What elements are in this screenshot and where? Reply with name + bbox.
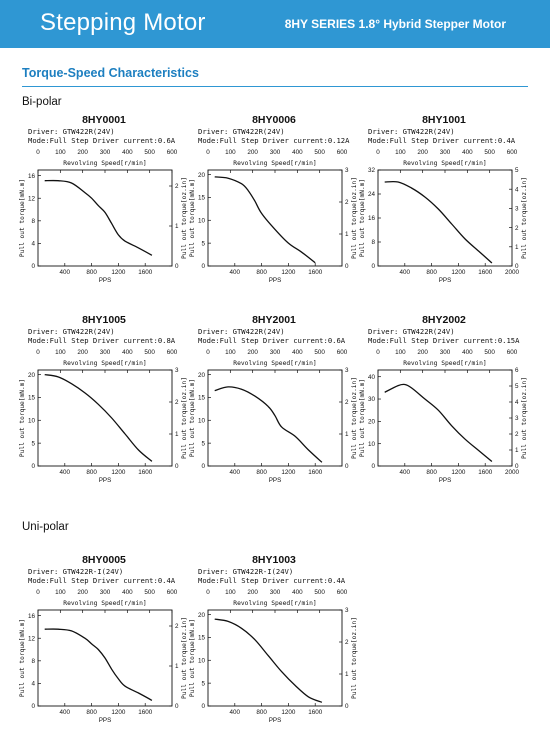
chart-driver-label: Driver: GTW422R(24V) bbox=[198, 127, 285, 136]
torque-curve bbox=[45, 375, 152, 462]
y2-tick-label: 2 bbox=[345, 199, 349, 207]
chart-title: 8HY0005 bbox=[82, 554, 126, 566]
y-tick-label: 15 bbox=[197, 634, 205, 642]
top-tick-label: 0 bbox=[206, 149, 210, 156]
y-tick-label: 8 bbox=[31, 218, 35, 226]
torque-curve bbox=[215, 177, 316, 263]
top-axis-label: Revolving Speed[r/min] bbox=[63, 600, 147, 607]
top-axis-label: Revolving Speed[r/min] bbox=[63, 160, 147, 167]
x-tick-label: 1600 bbox=[308, 469, 323, 476]
x-axis-label: PPS bbox=[268, 277, 282, 284]
top-tick-label: 400 bbox=[122, 349, 133, 356]
top-tick-label: 600 bbox=[336, 349, 348, 356]
top-tick-label: 100 bbox=[55, 589, 66, 596]
top-tick-label: 500 bbox=[314, 349, 325, 356]
top-tick-label: 100 bbox=[55, 349, 66, 356]
chart-8hy0001 bbox=[19, 114, 202, 284]
y-tick-label: 0 bbox=[31, 703, 35, 711]
chart-svg bbox=[189, 114, 372, 284]
y-tick-label: 0 bbox=[201, 463, 205, 471]
y-tick-label: 16 bbox=[367, 215, 375, 223]
y2-tick-label: 2 bbox=[345, 399, 349, 407]
top-tick-label: 200 bbox=[417, 349, 428, 356]
x-tick-label: 400 bbox=[59, 269, 71, 276]
top-tick-label: 300 bbox=[99, 149, 111, 156]
top-tick-label: 600 bbox=[166, 349, 178, 356]
page-title: Stepping Motor bbox=[40, 9, 206, 36]
y2-tick-label: 2 bbox=[515, 431, 519, 439]
chart-svg bbox=[19, 314, 202, 484]
top-tick-label: 400 bbox=[462, 349, 473, 356]
x-axis-label: PPS bbox=[438, 277, 452, 284]
top-tick-label: 0 bbox=[206, 349, 210, 356]
y-tick-label: 15 bbox=[197, 394, 205, 402]
top-tick-label: 300 bbox=[269, 149, 281, 156]
chart-svg bbox=[19, 114, 202, 284]
y2-axis-label: Pull out torque[oz.in] bbox=[521, 177, 528, 259]
y-tick-label: 5 bbox=[201, 680, 205, 688]
top-tick-label: 0 bbox=[376, 349, 380, 356]
x-tick-label: 1200 bbox=[451, 269, 466, 276]
plot-frame bbox=[378, 170, 512, 266]
top-tick-label: 300 bbox=[439, 349, 451, 356]
top-tick-label: 400 bbox=[292, 349, 303, 356]
chart-driver-label: Driver: GTW422R(24V) bbox=[28, 127, 115, 136]
y2-axis-label: Pull out torque[oz.in] bbox=[351, 377, 358, 459]
x-axis-label: PPS bbox=[98, 277, 112, 284]
y-tick-label: 12 bbox=[27, 635, 35, 643]
top-tick-label: 100 bbox=[55, 149, 66, 156]
chart-title: 8HY1001 bbox=[422, 114, 466, 126]
x-tick-label: 1200 bbox=[111, 269, 126, 276]
plot-frame bbox=[208, 370, 342, 466]
chart-driver-label: Driver: GTW422R(24V) bbox=[198, 327, 285, 336]
top-tick-label: 600 bbox=[166, 589, 178, 596]
chart-driver-label: Driver: GTW422R(24V) bbox=[28, 327, 115, 336]
chart-8hy0006 bbox=[189, 114, 372, 284]
top-tick-label: 0 bbox=[36, 589, 40, 596]
top-tick-label: 400 bbox=[462, 149, 473, 156]
torque-curve bbox=[45, 629, 152, 700]
x-tick-label: 400 bbox=[229, 709, 241, 716]
x-tick-label: 1600 bbox=[138, 709, 153, 716]
y2-axis-label: Pull out torque[oz.in] bbox=[181, 617, 188, 699]
top-tick-label: 100 bbox=[395, 349, 406, 356]
chart-title: 8HY1005 bbox=[82, 314, 126, 326]
y2-tick-label: 4 bbox=[515, 399, 519, 407]
chart-8hy1005 bbox=[19, 314, 202, 484]
x-tick-label: 400 bbox=[59, 469, 71, 476]
y-tick-label: 20 bbox=[27, 371, 35, 379]
page-subtitle: 8HY SERIES 1.8° Hybrid Stepper Motor bbox=[284, 17, 506, 31]
x-tick-label: 800 bbox=[426, 269, 437, 276]
chart-svg bbox=[189, 314, 372, 484]
top-tick-label: 0 bbox=[376, 149, 380, 156]
chart-driver-label: Driver: GTW422R(24V) bbox=[368, 327, 455, 336]
y2-tick-label: 3 bbox=[345, 367, 349, 375]
chart-title: 8HY1003 bbox=[252, 554, 296, 566]
y2-axis-label: Pull out torque[oz.in] bbox=[521, 377, 528, 459]
x-axis-label: PPS bbox=[438, 477, 452, 484]
chart-svg bbox=[19, 554, 202, 724]
x-tick-label: 800 bbox=[86, 269, 97, 276]
y-tick-label: 8 bbox=[371, 239, 375, 247]
top-tick-label: 300 bbox=[269, 589, 281, 596]
torque-curve bbox=[215, 387, 322, 462]
top-tick-label: 500 bbox=[144, 589, 155, 596]
top-tick-label: 300 bbox=[99, 589, 111, 596]
top-tick-label: 500 bbox=[484, 349, 495, 356]
y-tick-label: 30 bbox=[367, 396, 375, 404]
y-tick-label: 20 bbox=[197, 371, 205, 379]
top-axis-label: Revolving Speed[r/min] bbox=[233, 360, 317, 367]
y-tick-label: 15 bbox=[27, 394, 35, 402]
chart-mode-label: Mode:Full Step Driver current:0.4A bbox=[198, 576, 346, 585]
top-tick-label: 200 bbox=[247, 349, 258, 356]
y-tick-label: 0 bbox=[201, 263, 205, 271]
y-tick-label: 4 bbox=[31, 240, 35, 248]
top-axis-label: Revolving Speed[r/min] bbox=[403, 160, 487, 167]
y2-tick-label: 2 bbox=[515, 224, 519, 232]
chart-mode-label: Mode:Full Step Driver current:0.6A bbox=[28, 136, 176, 145]
y-axis-label: Pull out torque[mN.m] bbox=[359, 378, 366, 458]
chart-title: 8HY2001 bbox=[252, 314, 296, 326]
y-tick-label: 10 bbox=[367, 440, 375, 448]
y-tick-label: 20 bbox=[197, 171, 205, 179]
top-tick-label: 200 bbox=[77, 349, 88, 356]
top-tick-label: 100 bbox=[225, 589, 236, 596]
y-tick-label: 16 bbox=[27, 612, 35, 620]
chart-driver-label: Driver: GTW422R(24V) bbox=[368, 127, 455, 136]
x-tick-label: 800 bbox=[256, 469, 267, 476]
group-label-bipolar: Bi-polar bbox=[22, 96, 62, 108]
top-tick-label: 200 bbox=[247, 589, 258, 596]
y-tick-label: 20 bbox=[367, 418, 375, 426]
x-tick-label: 400 bbox=[229, 269, 241, 276]
top-tick-label: 500 bbox=[314, 589, 325, 596]
x-tick-label: 1600 bbox=[478, 269, 493, 276]
y-axis-label: Pull out torque[mN.m] bbox=[19, 178, 26, 258]
y2-tick-label: 1 bbox=[345, 231, 349, 239]
y2-axis-label: Pull out torque[oz.in] bbox=[181, 177, 188, 259]
y2-tick-label: 1 bbox=[175, 663, 179, 671]
y-axis-label: Pull out torque[mN.m] bbox=[189, 618, 196, 698]
top-tick-label: 600 bbox=[506, 349, 518, 356]
y2-tick-label: 3 bbox=[515, 205, 519, 213]
chart-8hy2002 bbox=[359, 314, 542, 484]
torque-curve bbox=[45, 181, 152, 256]
y-tick-label: 40 bbox=[367, 373, 375, 381]
x-tick-label: 1200 bbox=[111, 469, 126, 476]
y-tick-label: 8 bbox=[31, 658, 35, 666]
y-axis-label: Pull out torque[mN.m] bbox=[19, 618, 26, 698]
y2-tick-label: 1 bbox=[515, 447, 519, 455]
y2-axis-label: Pull out torque[oz.in] bbox=[351, 177, 358, 259]
chart-8hy1001 bbox=[359, 114, 542, 284]
torque-curve bbox=[385, 384, 492, 461]
top-tick-label: 600 bbox=[336, 589, 348, 596]
top-tick-label: 500 bbox=[144, 149, 155, 156]
y-tick-label: 5 bbox=[31, 440, 35, 448]
x-tick-label: 1600 bbox=[138, 469, 153, 476]
y-tick-label: 4 bbox=[31, 680, 35, 688]
x-tick-label: 1600 bbox=[308, 709, 323, 716]
top-axis-label: Revolving Speed[r/min] bbox=[403, 360, 487, 367]
x-tick-label: 1200 bbox=[281, 469, 296, 476]
chart-8hy1003 bbox=[189, 554, 372, 724]
y2-tick-label: 1 bbox=[515, 244, 519, 251]
y-tick-label: 10 bbox=[197, 417, 205, 425]
x-axis-label: PPS bbox=[268, 477, 282, 484]
x-tick-label: 400 bbox=[229, 469, 241, 476]
chart-driver-label: Driver: GTW422R-I(24V) bbox=[198, 567, 294, 576]
y2-axis-label: Pull out torque[oz.in] bbox=[351, 617, 358, 699]
chart-8hy0005 bbox=[19, 554, 202, 724]
y-axis-label: Pull out torque[mN.m] bbox=[359, 178, 366, 258]
y2-tick-label: 0 bbox=[345, 703, 349, 711]
y2-tick-label: 2 bbox=[175, 623, 179, 631]
y2-tick-label: 0 bbox=[175, 263, 179, 271]
section-divider bbox=[22, 86, 528, 87]
x-tick-label: 1200 bbox=[111, 709, 126, 716]
top-tick-label: 100 bbox=[225, 149, 236, 156]
y2-axis-label: Pull out torque[oz.in] bbox=[181, 377, 188, 459]
chart-mode-label: Mode:Full Step Driver current:0.15A bbox=[368, 336, 520, 345]
plot-frame bbox=[208, 610, 342, 706]
top-tick-label: 100 bbox=[225, 349, 236, 356]
chart-title: 8HY2002 bbox=[422, 314, 466, 326]
x-tick-label: 800 bbox=[86, 469, 97, 476]
y2-tick-label: 4 bbox=[515, 186, 519, 194]
chart-mode-label: Mode:Full Step Driver current:0.12A bbox=[198, 136, 350, 145]
chart-mode-label: Mode:Full Step Driver current:0.8A bbox=[28, 336, 176, 345]
y-tick-label: 10 bbox=[197, 217, 205, 225]
torque-curve bbox=[215, 619, 322, 702]
y2-tick-label: 3 bbox=[175, 367, 179, 375]
x-axis-label: PPS bbox=[98, 717, 112, 724]
top-tick-label: 100 bbox=[395, 149, 406, 156]
top-tick-label: 500 bbox=[144, 349, 155, 356]
y-tick-label: 10 bbox=[197, 657, 205, 665]
top-axis-label: Revolving Speed[r/min] bbox=[233, 600, 317, 607]
x-tick-label: 1600 bbox=[478, 469, 493, 476]
top-tick-label: 300 bbox=[269, 349, 281, 356]
y2-tick-label: 1 bbox=[345, 431, 349, 439]
x-tick-label: 1200 bbox=[281, 269, 296, 276]
y-axis-label: Pull out torque[mN.m] bbox=[189, 178, 196, 258]
plot-frame bbox=[38, 170, 172, 266]
top-tick-label: 600 bbox=[336, 149, 348, 156]
chart-svg bbox=[189, 554, 372, 724]
chart-8hy2001 bbox=[189, 314, 372, 484]
x-tick-label: 2000 bbox=[504, 269, 520, 276]
y2-tick-label: 1 bbox=[345, 671, 349, 679]
chart-svg bbox=[359, 314, 542, 484]
x-axis-label: PPS bbox=[268, 717, 282, 724]
x-tick-label: 2000 bbox=[504, 469, 520, 476]
y2-tick-label: 1 bbox=[175, 223, 179, 231]
y2-tick-label: 0 bbox=[515, 463, 519, 471]
x-tick-label: 800 bbox=[256, 269, 267, 276]
chart-title: 8HY0001 bbox=[82, 114, 126, 126]
y-tick-label: 0 bbox=[31, 263, 35, 271]
y2-tick-label: 0 bbox=[345, 463, 349, 471]
y-tick-label: 5 bbox=[201, 440, 205, 448]
chart-driver-label: Driver: GTW422R-I(24V) bbox=[28, 567, 124, 576]
chart-mode-label: Mode:Full Step Driver current:0.4A bbox=[368, 136, 516, 145]
y2-tick-label: 0 bbox=[175, 463, 179, 471]
x-tick-label: 1600 bbox=[308, 269, 323, 276]
group-label-unipolar: Uni-polar bbox=[22, 521, 69, 533]
y-tick-label: 15 bbox=[197, 194, 205, 202]
y2-tick-label: 2 bbox=[175, 183, 179, 191]
x-tick-label: 400 bbox=[399, 469, 411, 476]
x-axis-label: PPS bbox=[98, 477, 112, 484]
y-tick-label: 0 bbox=[31, 463, 35, 471]
y-tick-label: 10 bbox=[27, 417, 35, 425]
y-tick-label: 20 bbox=[197, 611, 205, 619]
y-axis-label: Pull out torque[mN.m] bbox=[189, 378, 196, 458]
y-tick-label: 32 bbox=[367, 167, 375, 175]
y2-tick-label: 3 bbox=[515, 415, 519, 423]
y2-tick-label: 0 bbox=[175, 703, 179, 711]
x-tick-label: 1200 bbox=[281, 709, 296, 716]
y-axis-label: Pull out torque[mN.m] bbox=[19, 378, 26, 458]
x-tick-label: 800 bbox=[256, 709, 267, 716]
y2-tick-label: 3 bbox=[345, 167, 349, 175]
top-tick-label: 400 bbox=[292, 149, 303, 156]
top-tick-label: 500 bbox=[484, 149, 495, 156]
y2-tick-label: 0 bbox=[345, 263, 349, 271]
y-tick-label: 0 bbox=[371, 263, 375, 271]
y2-tick-label: 0 bbox=[515, 263, 519, 271]
x-tick-label: 400 bbox=[59, 709, 71, 716]
top-tick-label: 400 bbox=[292, 589, 303, 596]
top-tick-label: 400 bbox=[122, 149, 133, 156]
top-tick-label: 0 bbox=[36, 349, 40, 356]
top-tick-label: 200 bbox=[77, 589, 88, 596]
chart-title: 8HY0006 bbox=[252, 114, 296, 126]
plot-frame bbox=[208, 170, 342, 266]
top-tick-label: 200 bbox=[77, 149, 88, 156]
top-tick-label: 600 bbox=[166, 149, 178, 156]
y2-tick-label: 3 bbox=[345, 607, 349, 615]
top-axis-label: Revolving Speed[r/min] bbox=[233, 160, 317, 167]
y-tick-label: 0 bbox=[371, 463, 375, 471]
top-tick-label: 0 bbox=[206, 589, 210, 596]
y2-tick-label: 5 bbox=[515, 167, 519, 175]
y2-tick-label: 1 bbox=[175, 431, 179, 439]
y-tick-label: 0 bbox=[201, 703, 205, 711]
top-tick-label: 400 bbox=[122, 589, 133, 596]
x-tick-label: 400 bbox=[399, 269, 411, 276]
top-tick-label: 500 bbox=[314, 149, 325, 156]
top-tick-label: 0 bbox=[36, 149, 40, 156]
x-tick-label: 1200 bbox=[451, 469, 466, 476]
y-tick-label: 5 bbox=[201, 240, 205, 248]
plot-frame bbox=[38, 370, 172, 466]
y2-tick-label: 6 bbox=[515, 367, 519, 375]
y2-tick-label: 2 bbox=[345, 639, 349, 647]
top-tick-label: 300 bbox=[99, 349, 111, 356]
chart-mode-label: Mode:Full Step Driver current:0.4A bbox=[28, 576, 176, 585]
chart-mode-label: Mode:Full Step Driver current:0.6A bbox=[198, 336, 346, 345]
chart-svg bbox=[359, 114, 542, 284]
top-tick-label: 300 bbox=[439, 149, 451, 156]
torque-curve bbox=[385, 182, 492, 263]
x-tick-label: 1600 bbox=[138, 269, 153, 276]
top-tick-label: 200 bbox=[417, 149, 428, 156]
y-tick-label: 16 bbox=[27, 172, 35, 180]
y2-tick-label: 2 bbox=[175, 399, 179, 407]
top-axis-label: Revolving Speed[r/min] bbox=[63, 360, 147, 367]
top-tick-label: 600 bbox=[506, 149, 518, 156]
y2-tick-label: 5 bbox=[515, 383, 519, 391]
section-title: Torque-Speed Characteristics bbox=[22, 66, 199, 80]
x-tick-label: 800 bbox=[86, 709, 97, 716]
x-tick-label: 800 bbox=[426, 469, 437, 476]
y-tick-label: 12 bbox=[27, 195, 35, 203]
top-tick-label: 200 bbox=[247, 149, 258, 156]
page-header bbox=[0, 0, 550, 48]
y-tick-label: 24 bbox=[367, 191, 375, 199]
